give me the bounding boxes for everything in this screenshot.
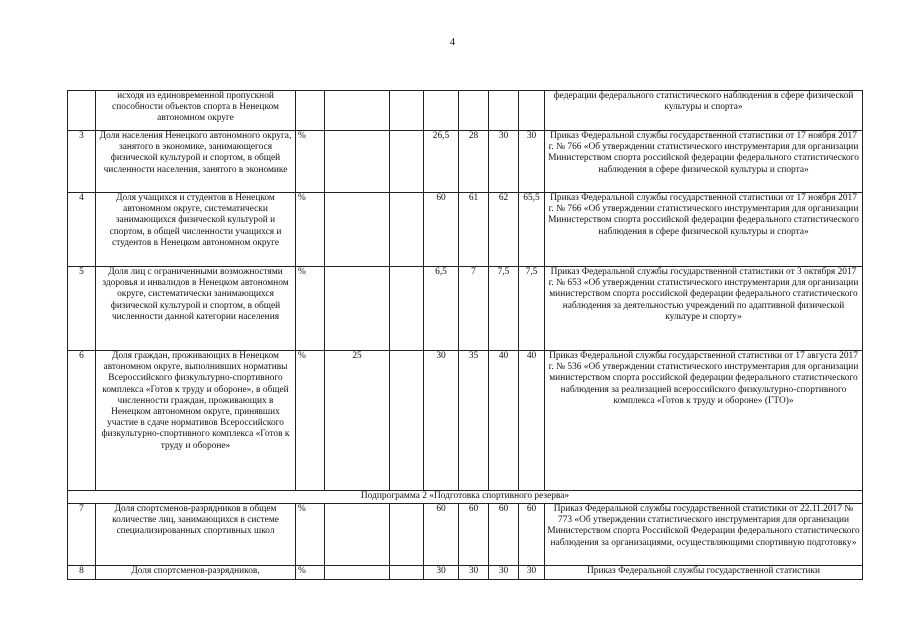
value-cell: 30 (519, 566, 545, 580)
table-row (68, 91, 863, 131)
table-row (68, 193, 863, 267)
row-number (68, 91, 96, 131)
value-cell: 65,5 (519, 193, 545, 267)
source-document: Приказ Федеральной службы государственной статистики (545, 566, 863, 580)
unit: % (296, 351, 325, 491)
value-cell (390, 267, 424, 351)
indicator-name: Доля учащихся и студентов в Ненецком автономном округе, систематически занимающихся физической культурой и спортом, в общей численности учащихся и студентов в Ненецком автономном округе (96, 193, 296, 267)
value-cell: 6,5 (424, 267, 459, 351)
value-cell: 30 (489, 131, 519, 193)
value-cell: 60 (489, 504, 519, 566)
value-cell: 7,5 (489, 267, 519, 351)
value-cell: 25 (325, 351, 390, 491)
unit: % (296, 193, 325, 267)
unit: % (296, 131, 325, 193)
value-cell (390, 193, 424, 267)
value-cell (519, 91, 545, 131)
value-cell: 35 (459, 351, 489, 491)
value-cell: 62 (489, 193, 519, 267)
value-cell: 30 (459, 566, 489, 580)
value-cell (489, 91, 519, 131)
value-cell (325, 91, 390, 131)
value-cell: 7 (459, 267, 489, 351)
row-number: 4 (68, 193, 96, 267)
source-document: Приказ Федеральной службы государственной статистики от 3 октября 2017 г. № 653 «Об утверждении статистического инструментария для организации министерством спорта российской федерации федерального статистического наблюдения за деятельностью учреждений по адаптивной физической культуре и спорту» (545, 267, 863, 351)
value-cell (390, 566, 424, 580)
row-number: 5 (68, 267, 96, 351)
unit: % (296, 566, 325, 580)
value-cell (325, 193, 390, 267)
value-cell (390, 91, 424, 131)
value-cell: 30 (424, 566, 459, 580)
value-cell (390, 131, 424, 193)
value-cell: 61 (459, 193, 489, 267)
table-row (68, 504, 863, 566)
row-number: 8 (68, 566, 96, 580)
value-cell (424, 91, 459, 131)
section-title: Подпрограмма 2 «Подготовка спортивного резерва» (68, 491, 863, 504)
source-document: Приказ Федеральной службы государственной статистики от 17 августа 2017 г. № 536 «Об утверждении статистического инструментария для организации министерством спорта российской федерации федерального статистического наблюдения за реализацией всероссийского физкультурно-спортивного комплекса «Готов к труду и обороне» (ГТО)» (545, 351, 863, 491)
row-number: 6 (68, 351, 96, 491)
unit: % (296, 504, 325, 566)
value-cell: 40 (519, 351, 545, 491)
section-row (68, 491, 863, 504)
value-cell (325, 504, 390, 566)
indicator-name: Доля спортсменов-разрядников, (96, 566, 296, 580)
row-number: 3 (68, 131, 96, 193)
value-cell: 40 (489, 351, 519, 491)
value-cell (325, 131, 390, 193)
source-document: Приказ Федеральной службы государственной статистики от 17 ноября 2017 г. № 766 «Об утверждении статистического инструментария для организации Министерством спорта российской федерации федерального статистического наблюдения в сфере физической культуры и спорта» (545, 193, 863, 267)
value-cell: 60 (424, 504, 459, 566)
unit (296, 91, 325, 131)
table-row (68, 267, 863, 351)
value-cell: 30 (519, 131, 545, 193)
unit: % (296, 267, 325, 351)
value-cell (325, 267, 390, 351)
value-cell: 28 (459, 131, 489, 193)
table-row (68, 351, 863, 491)
value-cell (459, 91, 489, 131)
value-cell: 26,5 (424, 131, 459, 193)
indicator-name: Доля граждан, проживающих в Ненецком автономном округе, выполнивших нормативы Всероссийского физкультурно-спортивного комплекса «Готов к труду и обороне», в общей численности граждан, проживающих в Ненецком автономном округе, принявших участие в сдаче нормативов Всероссийского физкультурно-спортивного комплекса «Готов к труду и обороне» (96, 351, 296, 491)
row-number: 7 (68, 504, 96, 566)
value-cell: 60 (459, 504, 489, 566)
page-number: 4 (449, 37, 456, 48)
source-document: Приказ Федеральной службы государственной статистики от 17 ноября 2017 г. № 766 «Об утверждении статистического инструментария для организации Министерством спорта российской федерации федерального статистического наблюдения в сфере физической культуры и спорта» (545, 131, 863, 193)
value-cell: 30 (424, 351, 459, 491)
source-document: Приказ Федеральной службы государственной статистики от 22.11.2017 № 773 «Об утверждении статистического инструментария для организации Министерством спорта Российской Федерации федерального статистического наблюдения за организациями, осуществляющими спортивную подготовку» (545, 504, 863, 566)
value-cell (325, 566, 390, 580)
value-cell (390, 351, 424, 491)
table-row (68, 131, 863, 193)
value-cell: 30 (489, 566, 519, 580)
indicator-name: Доля лиц с ограниченными возможностями здоровья и инвалидов в Ненецком автономном округе, систематически занимающихся физической культурой и спортом, в общей численности данной категории населения (96, 267, 296, 351)
value-cell: 7,5 (519, 267, 545, 351)
value-cell: 60 (519, 504, 545, 566)
indicator-name: исходя из единовременной пропускной способности объектов спорта в Ненецком автономном округе (96, 91, 296, 131)
source-document: федерации федерального статистического наблюдения в сфере физической культуры и спорта» (545, 91, 863, 131)
indicators-table (67, 90, 863, 580)
indicator-name: Доля спортсменов-разрядников в общем количестве лиц, занимающихся в системе специализированных спортивных школ (96, 504, 296, 566)
value-cell: 60 (424, 193, 459, 267)
table-row (68, 566, 863, 580)
indicator-name: Доля населения Ненецкого автономного округа, занятого в экономике, занимающегося физической культурой и спортом, в общей численности населения, занятого в экономике (96, 131, 296, 193)
value-cell (390, 504, 424, 566)
